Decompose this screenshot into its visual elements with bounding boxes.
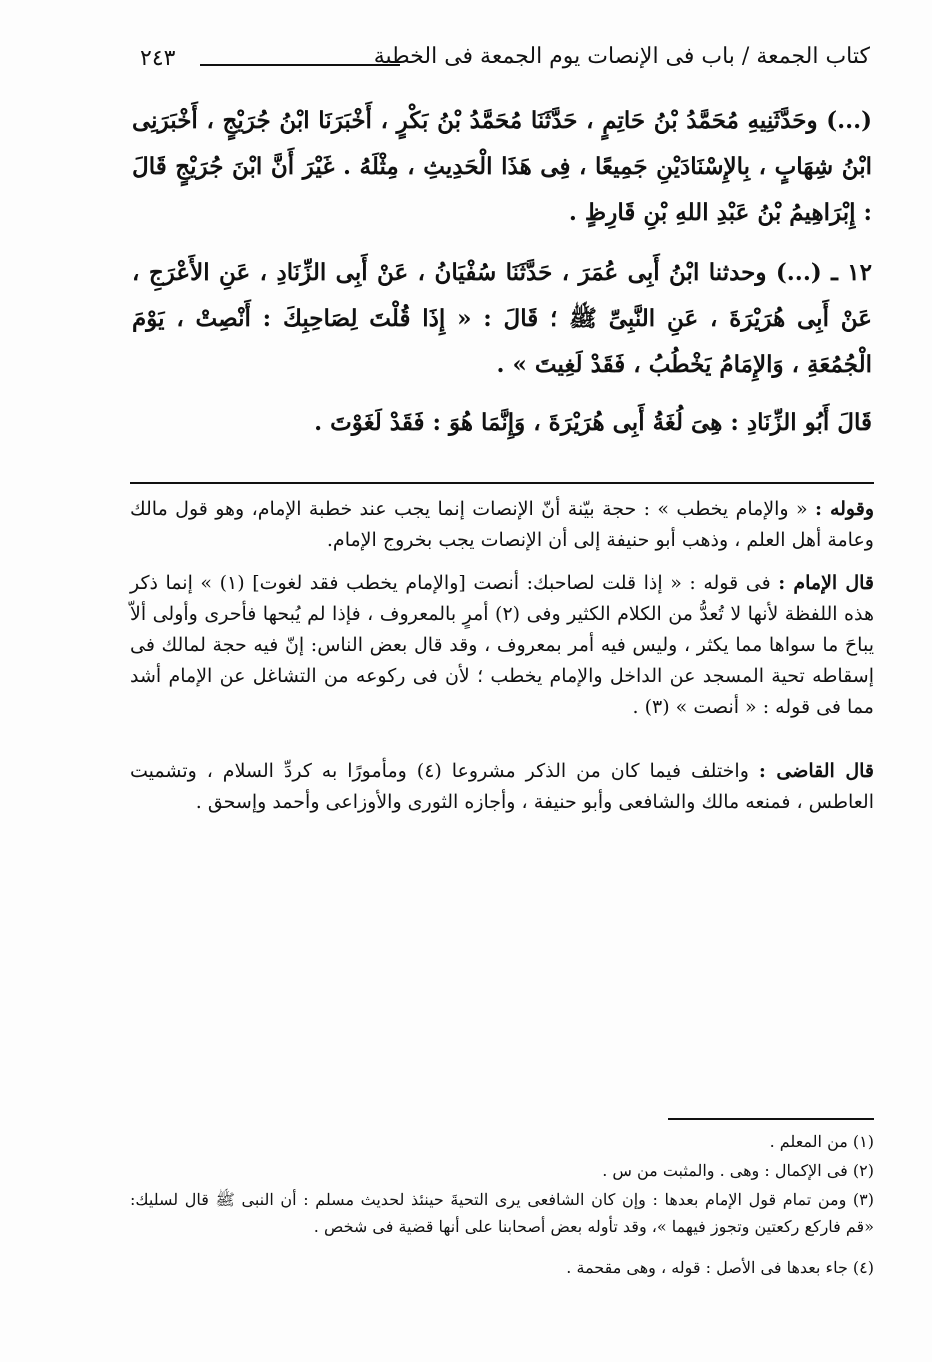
commentary-paragraph <box>130 756 874 818</box>
footnote: (١) من المعلم . <box>769 1132 874 1151</box>
footnote: (٢) فى الإكمال : وهى . والمثبت من س . <box>602 1161 874 1180</box>
commentary-body: واختلف فيما كان من الذكر مشروعا (٤) ومأمورًا به كردِّ السلام ، وتشميت العاطس ، فمنعه مالك والشافعى وأبو حنيفة ، وأجازه الثورى والأوزاعى وأحمد وإسحق . <box>130 760 874 813</box>
commentary-lead: قال الإمام : <box>778 572 874 594</box>
hadith-text: (...) وحَدَّثَنِيهِ مُحَمَّدُ بْنُ حَاتِمٍ ، حَدَّثَنَا مُحَمَّدُ بْنُ بَكْرٍ ، أَخْبَرَنَا ابْنُ جُرَيْجٍ ، أَخْبَرَنِى ابْنُ شِهَابٍ ، بِالإِسْنَادَيْنِ جَمِيعًا ، فِى هَذَا الْحَدِيثِ ، مِثْلَهُ . غَيْرَ أَنَّ ابْنَ جُرَيْجٍ قَالَ : إِبْرَاهِيمُ بْنُ عَبْدِ اللهِ بْنِ قَارِظٍ . <box>132 107 872 226</box>
section-divider <box>130 482 874 484</box>
page-header <box>140 44 870 84</box>
commentary-paragraph <box>130 494 874 556</box>
footnote: (٤) جاء بعدها فى الأصل : قوله ، وهى مقحمة . <box>566 1258 874 1277</box>
hadith-text: قَالَ أَبُو الزِّنَادِ : هِىَ لُغَةُ أَبِى هُرَيْرَةَ ، وَإِنَّمَا هُوَ : فَقَدْ لَغَوْتَ . <box>314 409 872 436</box>
header-rule <box>200 64 400 66</box>
commentary-body: فى قوله : « إذا قلت لصاحبك: أنصت [والإمام يخطب فقد لغوت] (١) » إنما ذكر هذه اللفظة لأنها لا تُعدُّ من الكلام الكثير وفى (٢) أمرٍ بالمعروف ، فإذا لم يُبحها فأحرى وأولى ألاّ يباحَ ما سواها مما يكثر ، وليس فيه أمر بمعروف ، وقد قال بعض الناس: إنّ فيه حجة لمالك فى إسقاطه تحية المسجد عن الداخل والإمام يخطب ؛ لأن فى ركوعه من التشاغل عن الإمام أشد مما فى قوله : « أنصت » (٣) . <box>130 572 874 718</box>
footnote: (٣) ومن تمام قول الإمام بعدها : وإن كان الشافعى يرى التحيةَ حينئذ لحديث مسلم : أن النبى ﷺ قال لسليك: «قم فاركع ركعتين وتجوز فيهما »، وقد تأوله بعض أصحابنا على أنها قضية فى شخص . <box>130 1190 874 1236</box>
running-title: كتاب الجمعة / باب فى الإنصات يوم الجمعة فى الخطبة <box>373 44 870 69</box>
commentary-paragraph <box>130 568 874 723</box>
hadith-text: ١٢ ـ (...) وحدثنا ابْنُ أَبِى عُمَرَ ، حَدَّثَنَا سُفْيَانُ ، عَنْ أَبِى الزِّنَادِ ، عَنِ الأَعْرَجِ ، عَنْ أَبِى هُرَيْرَةَ ، عَنِ النَّبِىِّ ﷺ ؛ قَالَ : « إِذَا قُلْتَ لِصَاحِبِكَ : أَنْصِتْ ، يَوْمَ الْجُمُعَةِ ، وَالإِمَامُ يَخْطُبُ ، فَقَدْ لَغِيتَ » . <box>132 259 872 378</box>
commentary-lead: وقوله : <box>814 498 874 520</box>
commentary-lead: قال القاضى : <box>758 760 874 782</box>
footnote-rule <box>668 1118 874 1120</box>
page-number: ٢٤٣ <box>140 46 176 71</box>
commentary-body: « والإمام يخطب » : حجة بيّنة أنّ الإنصات إنما يجب عند خطبة الإمام، وهو قول مالك وعامة أهل العلم ، وذهب أبو حنيفة إلى أن الإنصات يجب بخروج الإمام. <box>130 498 874 551</box>
